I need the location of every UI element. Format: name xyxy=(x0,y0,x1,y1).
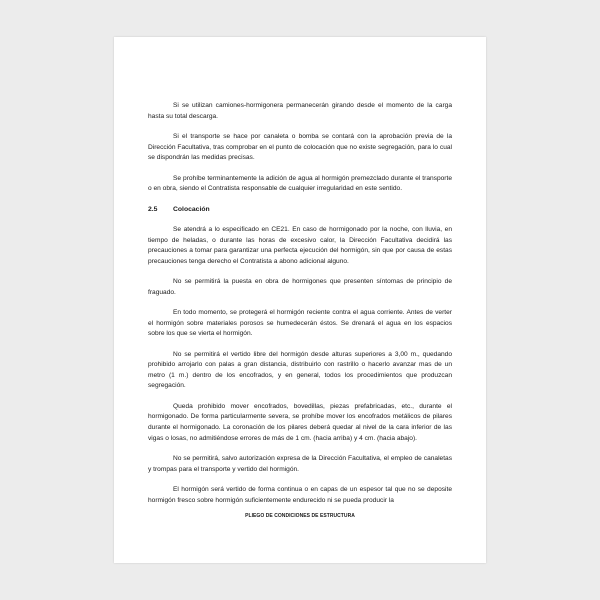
paragraph: No se permitirá, salvo autorización expresa de la Dirección Facultativa, el empleo de canaletas y trompas para el transporte y vertido del hormigón. xyxy=(148,455,452,473)
document-page xyxy=(114,37,486,563)
paragraph: No se permitirá la puesta en obra de hormigones que presenten síntomas de principio de fraguado. xyxy=(148,278,452,296)
paragraph: No se permitirá el vertido libre del hormigón desde alturas superiores a 3,00 m., quedando prohibido arrojarlo con palas a gran distancia, distribuirlo con rastrillo o hacerlo avanzar mas de un metro (1 m.) dentro de los encofrados, y en general, todos los procedimientos que produzcan segregación. xyxy=(148,350,452,390)
section-heading xyxy=(148,205,452,216)
paragraph: Si el transporte se hace por canaleta o bomba se contará con la aprobación previa de la Dirección Facultativa, tras comprobar en el punto de colocación que no existe segregación, para lo cual se dispondrán las medidas precisas. xyxy=(148,132,452,162)
paragraph: En todo momento, se protegerá el hormigón reciente contra el agua corriente. Antes de verter el hormigón sobre materiales porosos se humedecerán éstos. Se drenará el agua en los espacios sobre los que se vierta el hormigón. xyxy=(148,309,452,338)
paragraph: Si se utilizan camiones-hormigonera permanecerán girando desde el momento de la carga hasta su total descarga. xyxy=(148,102,452,120)
section-title: Colocación xyxy=(173,205,210,213)
section-number: 2.5 xyxy=(148,205,158,213)
page-body xyxy=(148,101,452,516)
paragraph: Se atendrá a lo especificado en CE21. En caso de hormigonado por la noche, con lluvia, en tiempo de heladas, o durante las horas de excesivo calor, la Dirección Facultativa decidirá las precauciones a tomar para garantizar una perfecta ejecución del hormigón, sin que por causa de estas precauciones tenga derecho el Contratista a abono adicional alguno. xyxy=(148,225,452,265)
page-footer: PLIEGO DE CONDICIONES DE ESTRUCTURA xyxy=(245,513,355,519)
paragraph: Queda prohibido mover encofrados, bovedillas, piezas prefabricadas, etc., durante el hormigonado. De forma particularmente severa, se prohíbe mover los encofrados metálicos de pilares durante el hormigonado. La coronación de los pilares deberá quedar al nivel de la cara inferior de las vigas o losas, no admitiéndose errores de más de 1 cm. (hacia arriba) y 4 cm. (hacia abajo). xyxy=(148,402,452,442)
paragraph: El hormigón será vertido de forma continua o en capas de un espesor tal que no se deposite hormigón fresco sobre hormigón suficientemente endurecido ni se pueda producir la xyxy=(148,486,452,504)
paragraph: Se prohíbe terminantemente la adición de agua al hormigón premezclado durante el transporte o en obra, siendo el Contratista responsable de cualquier irregularidad en este sentido. xyxy=(148,174,452,193)
